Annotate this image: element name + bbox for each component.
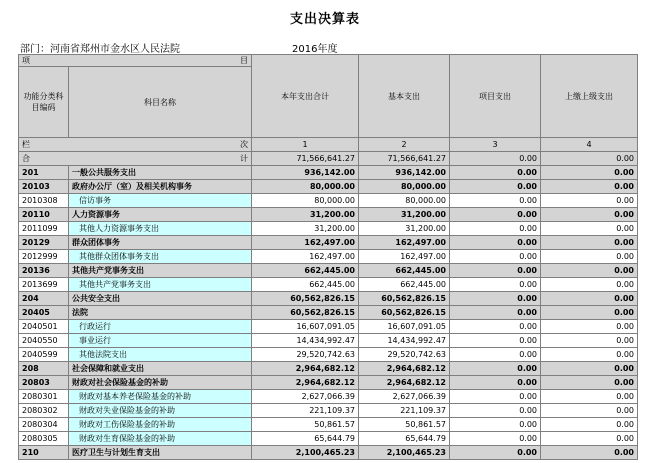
subject-code: 210 <box>19 446 69 460</box>
amount-cell: 662,445.00 <box>252 264 359 278</box>
header-upper: 上缴上级支出 <box>541 55 638 138</box>
table-row <box>19 376 638 390</box>
subject-code: 20103 <box>19 180 69 194</box>
amount-cell: 662,445.00 <box>252 278 359 292</box>
total-value: 0.00 <box>541 152 638 166</box>
table-row <box>19 264 638 278</box>
subject-name: 一般公共服务支出 <box>69 166 252 180</box>
subject-code: 201 <box>19 166 69 180</box>
amount-cell: 2,964,682.12 <box>252 376 359 390</box>
subject-name: 行政运行 <box>69 320 252 334</box>
table-row <box>19 250 638 264</box>
lan-label: 栏 <box>22 140 30 149</box>
amount-cell: 936,142.00 <box>359 166 450 180</box>
amount-cell: 31,200.00 <box>252 222 359 236</box>
subject-code: 20803 <box>19 376 69 390</box>
amount-cell: 31,200.00 <box>359 208 450 222</box>
amount-cell: 65,644.79 <box>359 432 450 446</box>
amount-cell: 221,109.37 <box>252 404 359 418</box>
amount-cell: 0.00 <box>450 250 541 264</box>
amount-cell: 0.00 <box>450 166 541 180</box>
he-label: 合 <box>22 154 30 163</box>
header-name: 科目名称 <box>69 67 252 138</box>
table-row <box>19 446 638 460</box>
amount-cell: 0.00 <box>450 306 541 320</box>
subject-code: 20129 <box>19 236 69 250</box>
amount-cell: 0.00 <box>541 292 638 306</box>
amount-cell: 0.00 <box>541 264 638 278</box>
amount-cell: 31,200.00 <box>252 208 359 222</box>
amount-cell: 0.00 <box>450 222 541 236</box>
header-total: 本年支出合计 <box>252 55 359 138</box>
amount-cell: 14,434,992.47 <box>359 334 450 348</box>
col-num-3: 3 <box>450 138 541 152</box>
subject-name: 其他共产党事务支出 <box>69 278 252 292</box>
header-row-lanci <box>19 138 638 152</box>
ji-label: 计 <box>240 154 248 163</box>
amount-cell: 0.00 <box>541 236 638 250</box>
amount-cell: 0.00 <box>450 292 541 306</box>
amount-cell: 80,000.00 <box>359 180 450 194</box>
table-row <box>19 390 638 404</box>
amount-cell: 0.00 <box>541 362 638 376</box>
subject-code: 2012999 <box>19 250 69 264</box>
subject-code: 2013699 <box>19 278 69 292</box>
subject-name: 人力资源事务 <box>69 208 252 222</box>
amount-cell: 662,445.00 <box>359 264 450 278</box>
subject-code: 2040550 <box>19 334 69 348</box>
total-row <box>19 152 638 166</box>
col-num-1: 1 <box>252 138 359 152</box>
table-row <box>19 222 638 236</box>
subject-code: 2080305 <box>19 432 69 446</box>
xiangmu-cell <box>19 55 252 67</box>
amount-cell: 0.00 <box>450 208 541 222</box>
subject-name: 群众团体事务 <box>69 236 252 250</box>
subject-code: 20110 <box>19 208 69 222</box>
amount-cell: 31,200.00 <box>359 222 450 236</box>
col-num-2: 2 <box>359 138 450 152</box>
amount-cell: 0.00 <box>541 390 638 404</box>
amount-cell: 60,562,826.15 <box>252 292 359 306</box>
subject-name: 财政对基本养老保险基金的补助 <box>69 390 252 404</box>
amount-cell: 0.00 <box>541 250 638 264</box>
table-row <box>19 194 638 208</box>
subject-name: 财政对失业保险基金的补助 <box>69 404 252 418</box>
subject-code: 2010308 <box>19 194 69 208</box>
table-row <box>19 278 638 292</box>
total-value: 71,566,641.27 <box>359 152 450 166</box>
table-row <box>19 292 638 306</box>
header-row-xiangmu <box>19 55 638 67</box>
amount-cell: 0.00 <box>450 418 541 432</box>
amount-cell: 29,520,742.63 <box>252 348 359 362</box>
amount-cell: 0.00 <box>541 376 638 390</box>
report-title: 支出决算表 <box>289 12 360 27</box>
amount-cell: 0.00 <box>450 278 541 292</box>
amount-cell: 0.00 <box>541 446 638 460</box>
total-value: 0.00 <box>450 152 541 166</box>
ci-label: 次 <box>240 140 248 149</box>
amount-cell: 80,000.00 <box>252 180 359 194</box>
subject-name: 财政对社会保险基金的补助 <box>69 376 252 390</box>
subject-code: 2080301 <box>19 390 69 404</box>
amount-cell: 2,627,066.39 <box>359 390 450 404</box>
table-row <box>19 320 638 334</box>
subject-code: 2040501 <box>19 320 69 334</box>
amount-cell: 65,644.79 <box>252 432 359 446</box>
amount-cell: 2,627,066.39 <box>252 390 359 404</box>
header-project: 项目支出 <box>450 55 541 138</box>
heji-cell <box>19 152 252 166</box>
header-basic: 基本支出 <box>359 55 450 138</box>
expenditure-table <box>18 54 638 460</box>
amount-cell: 2,964,682.12 <box>359 362 450 376</box>
amount-cell: 0.00 <box>450 334 541 348</box>
amount-cell: 60,562,826.15 <box>359 306 450 320</box>
subject-name: 财政对工伤保险基金的补助 <box>69 418 252 432</box>
amount-cell: 0.00 <box>450 320 541 334</box>
amount-cell: 0.00 <box>541 404 638 418</box>
subject-code: 208 <box>19 362 69 376</box>
subject-code: 2080302 <box>19 404 69 418</box>
subject-code: 20136 <box>19 264 69 278</box>
amount-cell: 0.00 <box>450 376 541 390</box>
subject-code: 20405 <box>19 306 69 320</box>
amount-cell: 0.00 <box>450 432 541 446</box>
amount-cell: 662,445.00 <box>359 278 450 292</box>
amount-cell: 0.00 <box>541 194 638 208</box>
amount-cell: 50,861.57 <box>359 418 450 432</box>
subject-name: 医疗卫生与计划生育支出 <box>69 446 252 460</box>
amount-cell: 80,000.00 <box>359 194 450 208</box>
amount-cell: 0.00 <box>541 208 638 222</box>
table-row <box>19 348 638 362</box>
table-row <box>19 404 638 418</box>
amount-cell: 0.00 <box>541 320 638 334</box>
amount-cell: 0.00 <box>541 432 638 446</box>
amount-cell: 0.00 <box>450 446 541 460</box>
subject-name: 政府办公厅（室）及相关机构事务 <box>69 180 252 194</box>
total-value: 71,566,641.27 <box>252 152 359 166</box>
amount-cell: 162,497.00 <box>359 250 450 264</box>
year-label: 2016年度 <box>292 44 338 55</box>
amount-cell: 0.00 <box>450 264 541 278</box>
table-row <box>19 166 638 180</box>
amount-cell: 16,607,091.05 <box>252 320 359 334</box>
amount-cell: 2,100,465.23 <box>252 446 359 460</box>
table-row <box>19 180 638 194</box>
table-row <box>19 334 638 348</box>
subject-code: 2011099 <box>19 222 69 236</box>
amount-cell: 0.00 <box>450 180 541 194</box>
table-row <box>19 236 638 250</box>
amount-cell: 0.00 <box>541 278 638 292</box>
subject-name: 社会保障和就业支出 <box>69 362 252 376</box>
amount-cell: 0.00 <box>541 334 638 348</box>
amount-cell: 162,497.00 <box>359 236 450 250</box>
subject-name: 信访事务 <box>69 194 252 208</box>
amount-cell: 0.00 <box>541 222 638 236</box>
amount-cell: 0.00 <box>541 348 638 362</box>
amount-cell: 936,142.00 <box>252 166 359 180</box>
table-row <box>19 432 638 446</box>
header-code: 功能分类科目编码 <box>19 67 69 138</box>
table-row <box>19 362 638 376</box>
subject-name: 其他群众团体事务支出 <box>69 250 252 264</box>
subject-name: 公共安全支出 <box>69 292 252 306</box>
amount-cell: 0.00 <box>541 180 638 194</box>
mu-label: 目 <box>240 56 248 65</box>
table-row <box>19 306 638 320</box>
subject-code: 2080304 <box>19 418 69 432</box>
amount-cell: 16,607,091.05 <box>359 320 450 334</box>
amount-cell: 60,562,826.15 <box>359 292 450 306</box>
amount-cell: 0.00 <box>450 390 541 404</box>
table-row <box>19 208 638 222</box>
lanci-cell <box>19 138 252 152</box>
subject-code: 2040599 <box>19 348 69 362</box>
amount-cell: 0.00 <box>450 236 541 250</box>
amount-cell: 0.00 <box>541 418 638 432</box>
amount-cell: 162,497.00 <box>252 250 359 264</box>
subject-name: 事业运行 <box>69 334 252 348</box>
col-num-4: 4 <box>541 138 638 152</box>
amount-cell: 0.00 <box>450 348 541 362</box>
amount-cell: 162,497.00 <box>252 236 359 250</box>
amount-cell: 0.00 <box>450 404 541 418</box>
amount-cell: 2,100,465.23 <box>359 446 450 460</box>
subject-name: 法院 <box>69 306 252 320</box>
amount-cell: 14,434,992.47 <box>252 334 359 348</box>
department-label: 部门：河南省郑州市金水区人民法院 <box>20 44 180 55</box>
subject-name: 财政对生育保险基金的补助 <box>69 432 252 446</box>
amount-cell: 2,964,682.12 <box>252 362 359 376</box>
amount-cell: 0.00 <box>450 194 541 208</box>
amount-cell: 2,964,682.12 <box>359 376 450 390</box>
amount-cell: 0.00 <box>450 362 541 376</box>
amount-cell: 0.00 <box>541 166 638 180</box>
subject-code: 204 <box>19 292 69 306</box>
subject-name: 其他法院支出 <box>69 348 252 362</box>
amount-cell: 80,000.00 <box>252 194 359 208</box>
amount-cell: 60,562,826.15 <box>252 306 359 320</box>
amount-cell: 0.00 <box>541 306 638 320</box>
amount-cell: 50,861.57 <box>252 418 359 432</box>
amount-cell: 221,109.37 <box>359 404 450 418</box>
amount-cell: 29,520,742.63 <box>359 348 450 362</box>
xiang-label: 项 <box>22 56 30 65</box>
subject-name: 其他共产党事务支出 <box>69 264 252 278</box>
table-row <box>19 418 638 432</box>
subject-name: 其他人力资源事务支出 <box>69 222 252 236</box>
